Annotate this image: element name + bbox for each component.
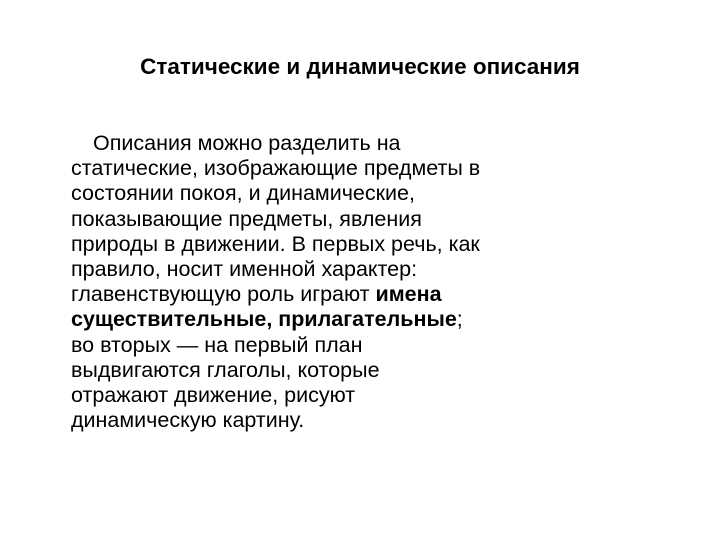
text-run: Описания можно разделить на <box>93 131 401 155</box>
body-line <box>71 131 541 156</box>
text-run: ; <box>456 307 463 332</box>
text-run: природы в движении. В первых речь, как <box>71 231 480 256</box>
text-run: во вторых — на первый план <box>71 332 363 357</box>
text-run: правило, носит именной характер: <box>71 257 418 282</box>
text-run: динамическую картину. <box>71 408 305 433</box>
body-line <box>71 358 541 383</box>
body-line <box>71 408 541 433</box>
bold-text-run: имена <box>375 282 442 307</box>
body-line <box>71 282 541 307</box>
slide-body-text <box>71 131 541 433</box>
body-line <box>71 181 541 206</box>
text-run: состоянии покоя, и динамические, <box>71 181 415 206</box>
body-line <box>71 156 541 181</box>
body-line <box>71 257 541 282</box>
bold-text-run: существительные, прилагательные <box>71 307 457 332</box>
text-run: отражают движение, рисуют <box>71 383 356 408</box>
slide-title: Статические и динамические описания <box>140 54 580 79</box>
body-line <box>71 333 541 358</box>
body-line <box>71 307 541 332</box>
text-run: статические, изображающие предметы в <box>71 156 481 181</box>
body-line <box>71 207 541 232</box>
text-run: выдвигаются глаголы, которые <box>71 357 380 382</box>
body-line <box>71 232 541 257</box>
body-line <box>71 383 541 408</box>
text-run: главенствующую роль играют <box>71 282 376 307</box>
text-run: показывающие предметы, явления <box>71 206 422 231</box>
